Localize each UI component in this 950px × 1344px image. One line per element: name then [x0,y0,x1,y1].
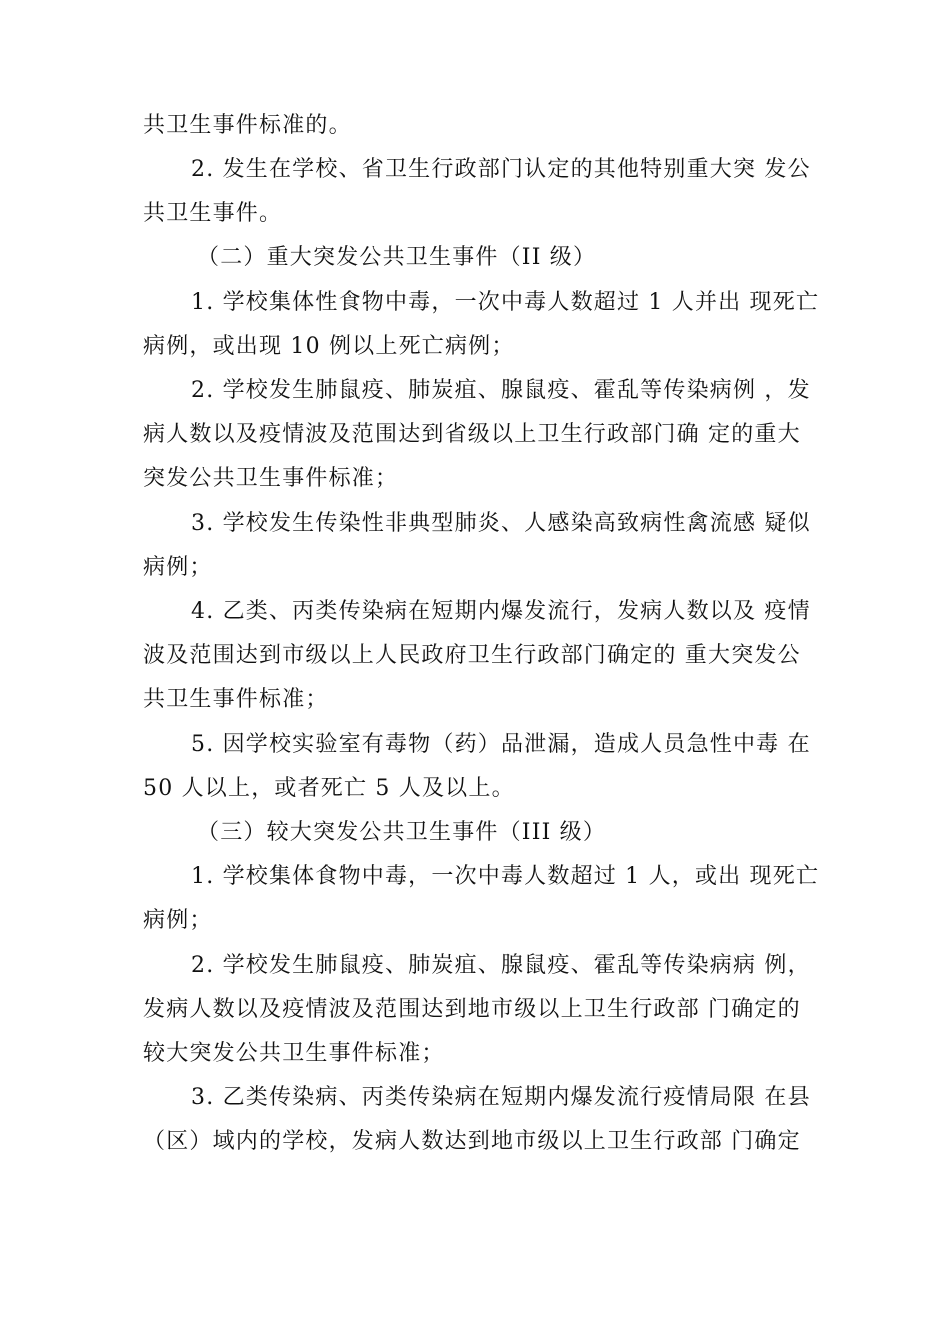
text-line: 5. 因学校实验室有毒物（药）品泄漏，造成人员急性中毒 在 [191,732,811,757]
text-line: 波及范围达到市级以上人民政府卫生行政部门确定的 重大突发公 [143,643,801,668]
section-heading: （三）较大突发公共卫生事件（III 级） [197,820,607,845]
text-line: 共卫生事件标准的。 [143,113,352,138]
text-line: 4. 乙类、丙类传染病在短期内爆发流行，发病人数以及 疫情 [191,599,811,624]
text-line: 50 人以上，或者死亡 5 人及以上。 [143,776,515,801]
text-line: 1. 学校集体食物中毒，一次中毒人数超过 1 人，或出 现死亡 [191,864,820,889]
text-line: 3. 学校发生传染性非典型肺炎、人感染高致病性禽流感 疑似 [191,511,811,536]
text-line: 1. 学校集体性食物中毒，一次中毒人数超过 1 人并出 现死亡 [191,290,820,315]
text-line: 较大突发公共卫生事件标准； [143,1041,445,1066]
text-line: 2. 学校发生肺鼠疫、肺炭疽、腺鼠疫、霍乱等传染病例 ，发 [191,378,811,403]
text-line: 2. 学校发生肺鼠疫、肺炭疽、腺鼠疫、霍乱等传染病病 例， [191,953,811,978]
text-line: 共卫生事件。 [143,201,283,226]
text-line: 3. 乙类传染病、丙类传染病在短期内爆发流行疫情局限 在县 [191,1085,811,1110]
text-line: （区）域内的学校，发病人数达到地市级以上卫生行政部 门确定 [143,1129,801,1154]
text-line: 发病人数以及疫情波及范围达到地市级以上卫生行政部 门确定的 [143,997,801,1022]
text-line: 病例； [143,908,213,933]
section-heading: （二）重大突发公共卫生事件（II 级） [197,245,597,270]
text-line: 病例，或出现 10 例以上死亡病例； [143,334,515,359]
text-line: 2. 发生在学校、省卫生行政部门认定的其他特别重大突 发公 [191,157,811,182]
text-line: 突发公共卫生事件标准； [143,466,399,491]
text-line: 病例； [143,555,213,580]
text-line: 共卫生事件标准； [143,687,329,712]
text-line: 病人数以及疫情波及范围达到省级以上卫生行政部门确 定的重大 [143,422,801,447]
